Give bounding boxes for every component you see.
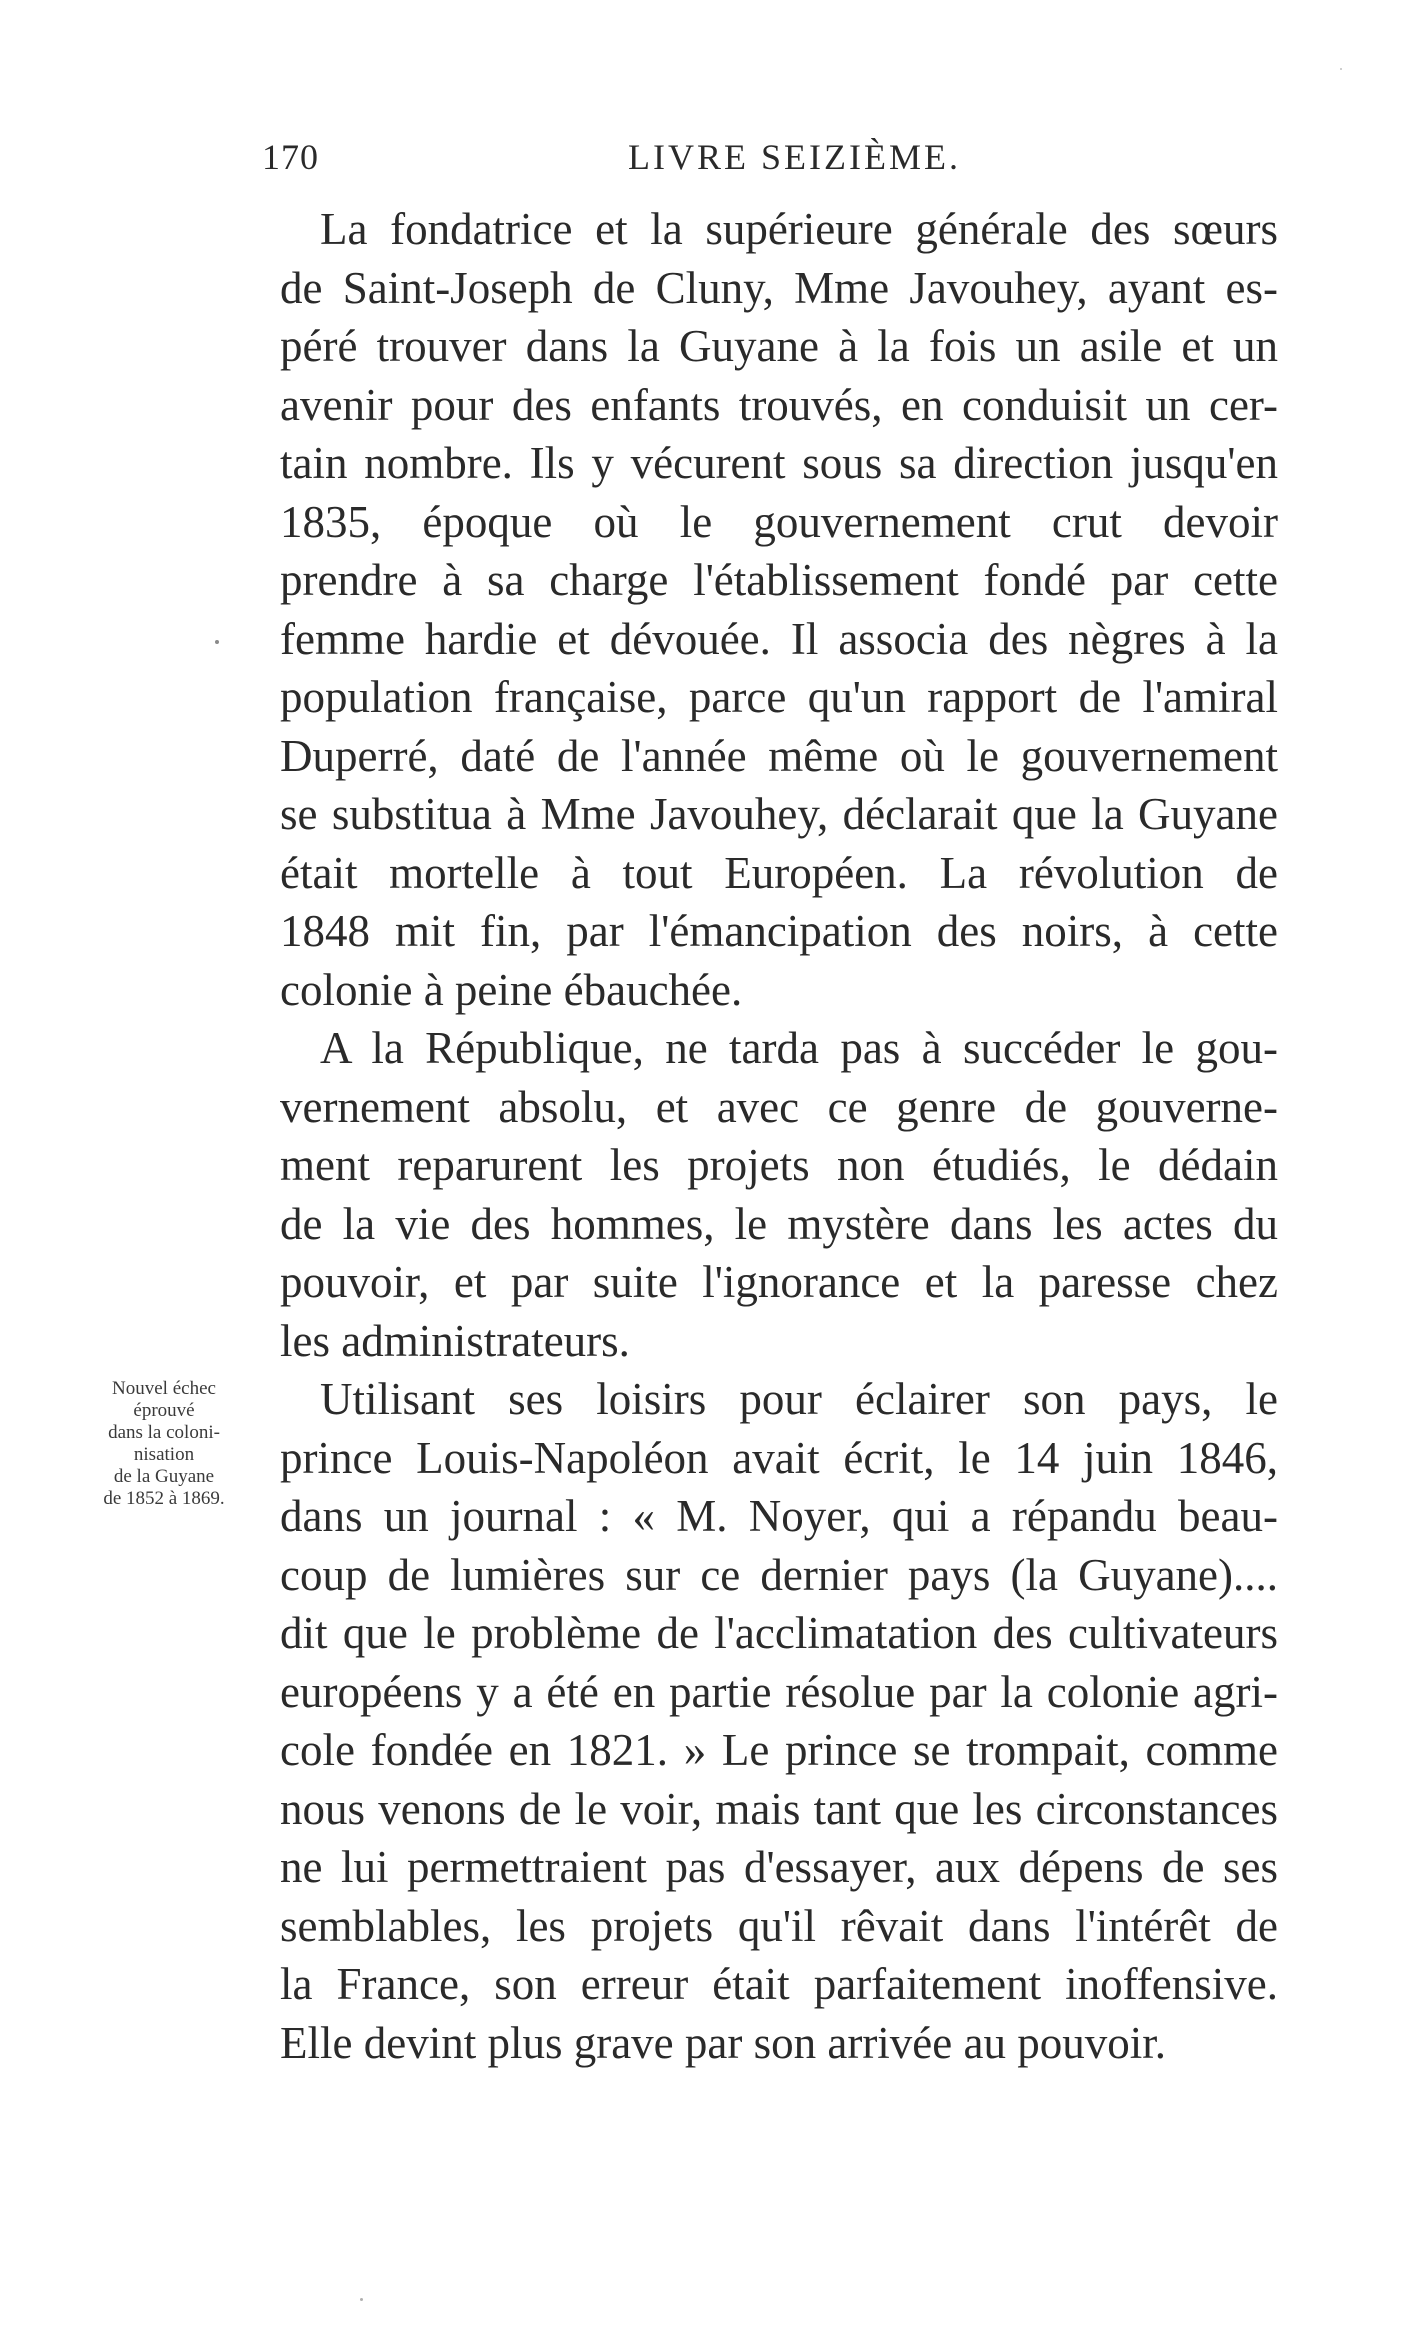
- text-line: européens y a été en partie résolue par la colonie agri-: [280, 1666, 1278, 1717]
- text-line: vernement absolu, et avec ce genre de gouverne-: [280, 1081, 1278, 1132]
- margin-note-line: dans la coloni-: [108, 1422, 220, 1443]
- text-line: 1835, époque où le gouvernement crut devoir: [280, 496, 1278, 547]
- text-line: dit que le problème de l'acclimatation des cultivateurs: [280, 1608, 1278, 1658]
- ink-speck: [1340, 68, 1342, 70]
- text-line: était mortelle à tout Européen. La révolution de: [280, 847, 1278, 898]
- text-line: nous venons de le voir, mais tant que les circonstances: [280, 1783, 1278, 1834]
- text-line: dans un journal : « M. Noyer, qui a répandu beau-: [280, 1491, 1278, 1541]
- running-title: LIVRE SEIZIÈME.: [628, 137, 961, 177]
- body-text: [280, 200, 1278, 2072]
- margin-note-line: de la Guyane: [113, 1466, 215, 1487]
- text-line: 1848 mit fin, par l'émancipation des noirs, à cette: [280, 906, 1278, 956]
- text-line: A la République, ne tarda pas à succéder le gou-: [320, 1023, 1278, 1073]
- page-number: 170: [262, 137, 319, 177]
- text-line: population française, parce qu'un rapport de l'amiral: [280, 672, 1278, 722]
- text-line: se substitua à Mme Javouhey, déclarait que la Guyane: [280, 789, 1278, 839]
- paragraph-3: [280, 1370, 1278, 2072]
- text-line: la France, son erreur était parfaitement inoffensive.: [280, 1959, 1278, 2009]
- text-line: ment reparurent les projets non étudiés, le dédain: [280, 1140, 1278, 1190]
- text-line: de la vie des hommes, le mystère dans les actes du: [280, 1198, 1278, 1249]
- margin-note-line: éprouvé: [133, 1400, 195, 1421]
- running-head: [262, 136, 1254, 186]
- text-line: coup de lumières sur ce dernier pays (la Guyane)....: [280, 1549, 1278, 1600]
- ink-speck: [360, 2298, 363, 2301]
- text-line: cole fondée en 1821. » Le prince se trompait, comme: [280, 1725, 1278, 1775]
- text-line: Elle devint plus grave par son arrivée au pouvoir.: [280, 2017, 1166, 2068]
- text-line: tain nombre. Ils y vécurent sous sa direction jusqu'en: [280, 438, 1278, 488]
- text-line: colonie à peine ébauchée.: [280, 964, 743, 1015]
- text-line: péré trouver dans la Guyane à la fois un asile et un: [280, 321, 1278, 371]
- text-line: La fondatrice et la supérieure générale des sœurs: [320, 204, 1278, 254]
- paragraph-1: [280, 200, 1278, 1019]
- margin-note: [60, 1378, 268, 1510]
- text-line: pouvoir, et par suite l'ignorance et la paresse chez: [280, 1257, 1278, 1307]
- margin-note-line: nisation: [133, 1444, 195, 1465]
- text-line: Utilisant ses loisirs pour éclairer son pays, le: [320, 1374, 1278, 1424]
- paragraph-2: [280, 1019, 1278, 1370]
- margin-note-line: de 1852 à 1869.: [103, 1488, 225, 1509]
- text-line: les administrateurs.: [280, 1315, 630, 1366]
- text-line: prendre à sa charge l'établissement fondé par cette: [280, 555, 1278, 605]
- text-line: ne lui permettraient pas d'essayer, aux dépens de ses: [280, 1842, 1278, 1892]
- text-line: semblables, les projets qu'il rêvait dans l'intérêt de: [280, 1900, 1278, 1951]
- text-line: Duperré, daté de l'année même où le gouvernement: [280, 730, 1278, 781]
- text-line: prince Louis-Napoléon avait écrit, le 14 juin 1846,: [280, 1432, 1278, 1483]
- text-line: de Saint-Joseph de Cluny, Mme Javouhey, ayant es-: [280, 262, 1278, 313]
- margin-note-line: Nouvel échec: [112, 1378, 216, 1399]
- ink-speck: [215, 640, 219, 644]
- text-line: avenir pour des enfants trouvés, en conduisit un cer-: [280, 379, 1278, 430]
- text-line: femme hardie et dévouée. Il associa des nègres à la: [280, 613, 1278, 664]
